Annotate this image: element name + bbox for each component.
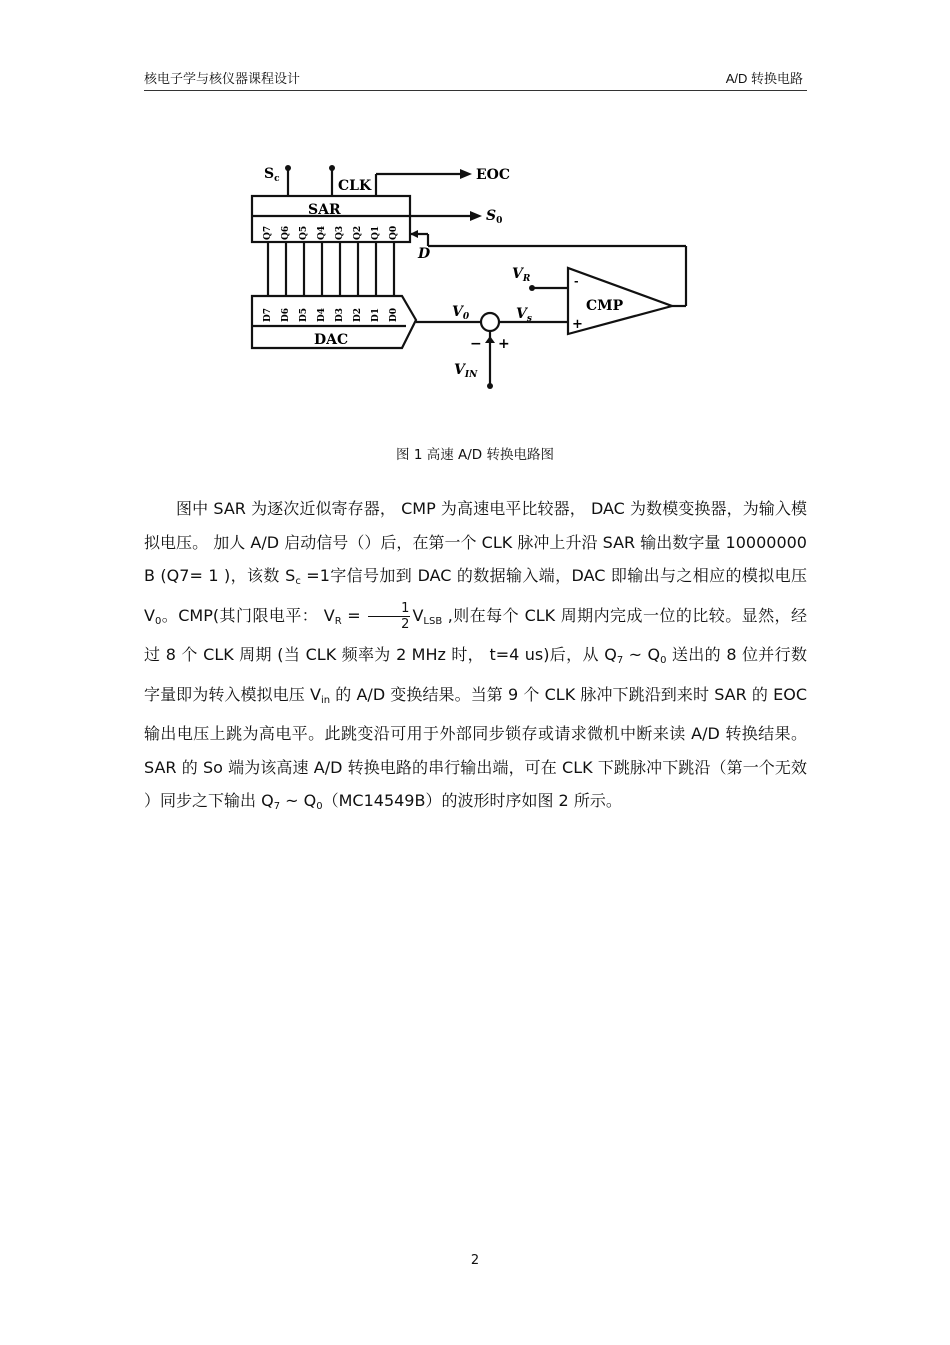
dac-pin-d4: D4: [317, 307, 327, 322]
dac-pin-d5: D5: [299, 307, 309, 322]
v0-label: $V_0$: [452, 304, 470, 322]
sar-output-labels: [263, 226, 399, 240]
sar-pin-q3: Q3: [335, 225, 345, 240]
clk-label: CLK: [338, 178, 372, 194]
dac-label: DAC: [314, 332, 349, 348]
sar-pin-q4: Q4: [317, 225, 327, 240]
dac-pin-d0: D0: [389, 307, 399, 322]
dac-input-labels: [263, 308, 399, 322]
sar-pin-q5: Q5: [299, 225, 309, 240]
summing-node: [481, 313, 499, 331]
sar-label: SAR: [308, 202, 341, 218]
vin-label: $V_{IN}$: [454, 362, 478, 380]
q-range-symbol: $Q_7$ ~ $Q_0$: [604, 645, 667, 666]
page-number: 2: [470, 1253, 480, 1268]
dac-pin-d7: D7: [263, 307, 273, 322]
q-range-symbol-2: $Q_7$ ~ $Q_0$: [261, 791, 323, 812]
vr-formula: $V_R$ = $\frac{1}{2}$ $V_{LSB}$: [323, 600, 443, 632]
sum-minus-label: −: [470, 336, 482, 352]
vin-symbol: $V_{in}$: [309, 684, 331, 706]
s0-label: $S_0$: [486, 208, 503, 226]
circuit-figure: [250, 158, 700, 398]
vs-label: $V_s$: [516, 306, 532, 324]
half-fraction: $\frac{1}{2}$: [368, 601, 410, 632]
sar-pin-q7: Q7: [263, 225, 273, 240]
header-course-title: 核电子学与核仪器课程设计: [144, 72, 301, 87]
figure-caption: 图 1 高速 A/D 转换电路图: [396, 447, 554, 463]
ad-converter-schematic: [250, 158, 700, 398]
sc-label: $S_c$: [264, 166, 280, 184]
eoc-label: EOC: [476, 167, 511, 183]
dac-pin-d6: D6: [281, 307, 291, 322]
sum-plus-label: +: [498, 336, 510, 352]
v0-symbol: $V_0$: [144, 605, 162, 627]
sc-symbol: $S_c =1$: [285, 566, 330, 587]
body-paragraph: 图中 SAR 为逐次近似寄存器， CMP 为高速电平比较器， DAC 为数模变换器，为输入模拟电压。 加人 A/D 启动信号（）后，在第一个 CLK 脉冲上升沿 SAR 输出数字量 10000000 B (Q7= 1 )，该数 $S_c =1$字信号加到 DAC 的数据输入端，DAC 即输出与之相应的模拟电压 $V_0$。CMP(其门限电平： $V_R$ = $\frac{1}{2}$ $V_{LSB}$ ,则在每个 CLK 周期内完成一位的比较。显然，经过 8 个 CLK 周期 (当 CLK 频率为 2 MHz 时， t=4 us)后，从 $Q_7$ ~ $Q_0$ 送出的 8 位并行数字量即为转入模拟电压 $V_{in}$ 的 A/D 变换结果。当第 9 个 CLK 脉冲下跳沿到来时 SAR 的 EOC 输出电压上跳为高电平。此跳变沿可用于外部同步锁存或请求微机中断来读 A/D 转换结果。SAR 的 So 端为该高速 A/D 转换电路的串行输出端，可在 CLK 下跳脉冲下跳沿（第一个无效 ）同步之下输出 $Q_7$ ~ $Q_0(MC14549B)$的波形时序如图 2 所示。: [144, 499, 807, 812]
d-label: D: [418, 246, 431, 262]
sar-pin-q6: Q6: [281, 225, 291, 240]
vr-label: $V_R$: [512, 266, 531, 284]
dac-pin-d2: D2: [353, 307, 363, 322]
sar-pin-q2: Q2: [353, 225, 363, 240]
cmp-label: CMP: [586, 298, 624, 314]
sar-pin-q0: Q0: [389, 225, 399, 240]
page-header: [144, 66, 807, 91]
cmp-plus-label: +: [572, 317, 583, 332]
dac-pin-d1: D1: [371, 307, 381, 322]
dac-pin-d3: D3: [335, 307, 345, 322]
header-chapter-title: A/D 转换电路: [725, 71, 803, 86]
cmp-minus-label: -: [574, 275, 579, 288]
sar-pin-q1: Q1: [371, 225, 381, 240]
